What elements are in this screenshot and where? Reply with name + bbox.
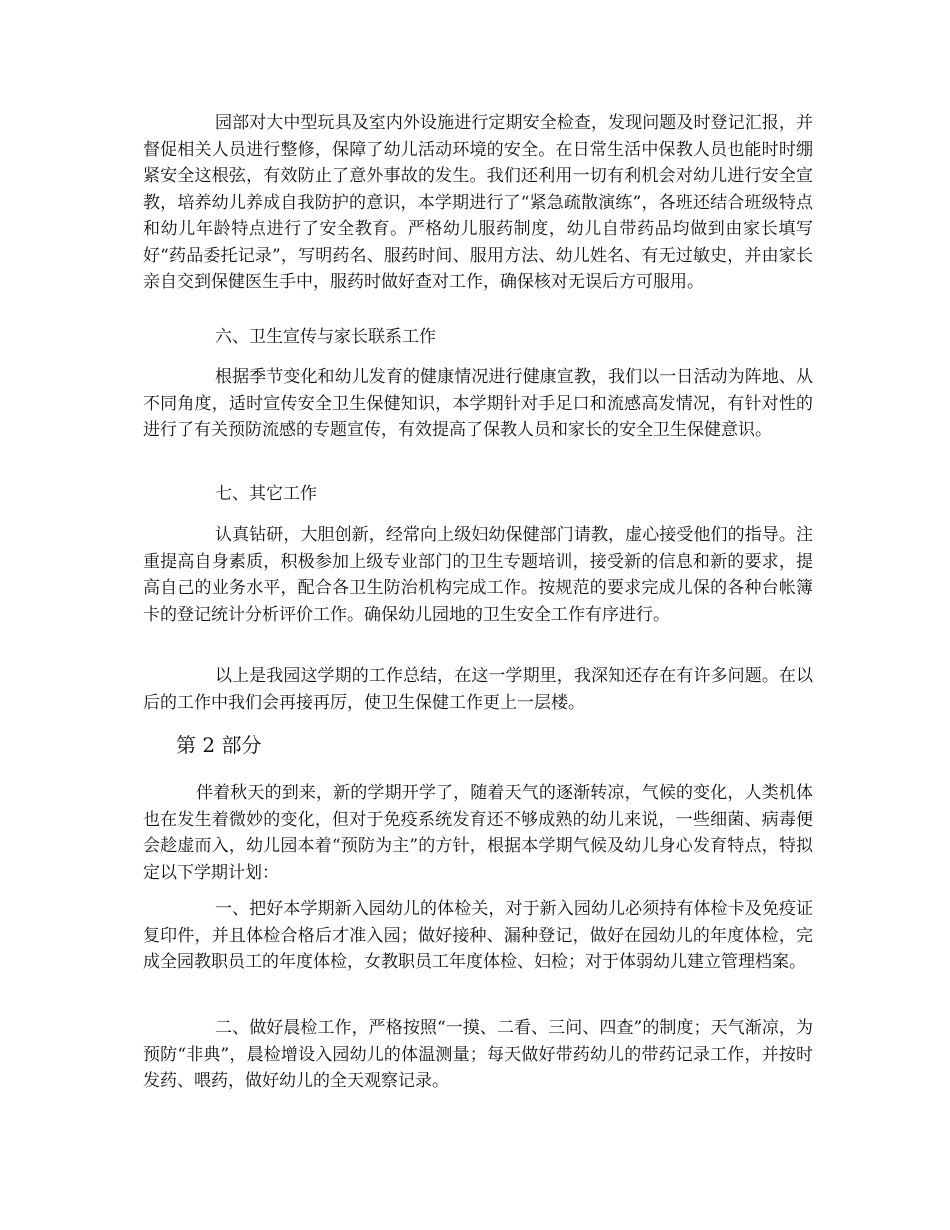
section-heading-six: 六、卫生宣传与家长联系工作 [215,327,436,347]
paragraph-other-work: 认真钻研，大胆创新，经常向上级妇幼保健部门请教，虚心接受他们的指导。注重提高自身素质，积极参加上级专业部门的卫生专题培训，接受新的信息和新的要求，提高自己的业务水平，配合各卫生防治机构完成工作。按规范的要求完成儿保的各种台帐簿卡的登记统计分析评价工作。确保幼儿园地的卫生安全工作有序进行。 [143,525,813,625]
paragraph-term-summary: 以上是我园这学期的工作总结，在这一学期里，我深知还存在有许多问题。在以后的工作中我们会再接再厉，使卫生保健工作更上一层楼。 [143,666,813,713]
section-heading-seven: 七、其它工作 [215,484,317,504]
paragraph-plan-item-one: 一、把好本学期新入园幼儿的体检关，对于新入园幼儿必须持有体检卡及免疫证复印件，并且体检合格后才准入园；做好接种、漏种登记，做好在园幼儿的年度体检，完成全园教职员工的年度体检，女教职员工年度体检、妇检；对于体弱幼儿建立管理档案。 [143,899,813,972]
paragraph-autumn-intro: 伴着秋天的到来，新的学期开学了，随着天气的逐渐转凉，气候的变化，人类机体也在发生着微妙的变化，但对于免疫系统发育还不够成熟的幼儿来说，一些细菌、病毒便会趁虚而入，幼儿园本着“预防为主”的方针，根据本学期气候及幼儿身心发育特点，特拟定以下学期计划： [143,783,813,883]
paragraph-health-publicity: 根据季节变化和幼儿发育的健康情况进行健康宣教，我们以一日活动为阵地、从不同角度，适时宣传安全卫生保健知识，本学期针对手足口和流感高发情况，有针对性的进行了有关预防流感的专题宣传，有效提高了保教人员和家长的安全卫生保健意识。 [143,367,813,440]
part-two-heading: 第 2 部分 [176,733,262,757]
paragraph-plan-item-two: 二、做好晨检工作，严格按照“一摸、二看、三问、四查”的制度；天气渐凉，为预防“非典”，晨检增设入园幼儿的体温测量；每天做好带药幼儿的带药记录工作，并按时发药、喂药，做好幼儿的全天观察记录。 [143,1018,813,1091]
paragraph-safety-inspection: 园部对大中型玩具及室内外设施进行定期安全检查，发现问题及时登记汇报，并督促相关人员进行整修，保障了幼儿活动环境的安全。在日常生活中保教人员也能时时绷紧安全这根弦，有效防止了意外事故的发生。我们还利用一切有利机会对幼儿进行安全宣教，培养幼儿养成自我防护的意识，本学期进行了“紧急疏散演练”，各班还结合班级特点和幼儿年龄特点进行了安全教育。严格幼儿服药制度，幼儿自带药品均做到由家长填写好“药品委托记录”，写明药名、服药时间、服用方法、幼儿姓名、有无过敏史，并由家长亲自交到保健医生手中，服药时做好查对工作，确保核对无误后方可服用。 [143,113,813,292]
